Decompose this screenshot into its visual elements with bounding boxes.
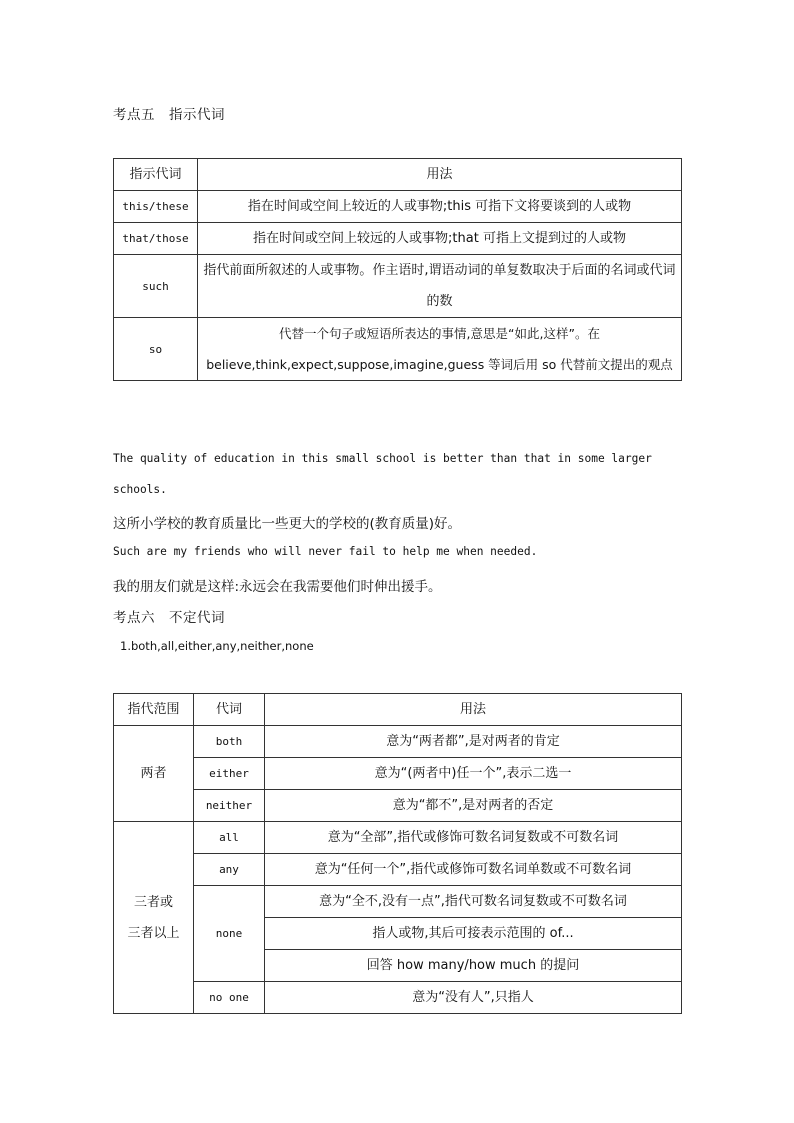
table-row bbox=[114, 318, 682, 381]
table-row bbox=[114, 822, 682, 854]
usage-cell: 回答 how many/how much 的提问 bbox=[265, 950, 682, 982]
usage-cell: 指代前面所叙述的人或事物。作主语时,谓语动词的单复数取决于后面的名词或代词的数 bbox=[198, 255, 682, 318]
table-row bbox=[114, 854, 682, 886]
pronoun-cell: none bbox=[194, 886, 265, 982]
table-row bbox=[114, 726, 682, 758]
range-line: 三者或 bbox=[133, 894, 173, 910]
pronoun-cell: this/these bbox=[114, 191, 198, 223]
pronoun-cell: no one bbox=[194, 982, 265, 1014]
table-row bbox=[114, 223, 682, 255]
example-english-cont: schools. bbox=[113, 483, 167, 496]
range-cell bbox=[114, 822, 194, 1014]
usage-cell: 代替一个句子或短语所表达的事情,意思是“如此,这样”。在 believe,think,expect,suppose,imagine,guess 等词后用 so 代替前文提出的观点 bbox=[198, 318, 682, 381]
usage-cell: 意为“全部”,指代或修饰可数名词复数或不可数名词 bbox=[265, 822, 682, 854]
pronoun-cell: either bbox=[194, 758, 265, 790]
table-row bbox=[114, 255, 682, 318]
table-row bbox=[114, 886, 682, 918]
pronoun-cell: any bbox=[194, 854, 265, 886]
usage-cell: 意为“(两者中)任一个”,表示二选一 bbox=[265, 758, 682, 790]
table-header-row bbox=[114, 159, 682, 191]
indefinite-pronoun-table bbox=[113, 693, 682, 1014]
example-chinese: 我的朋友们就是这样:永远会在我需要他们时伸出援手。 bbox=[113, 579, 442, 595]
range-line: 三者以上 bbox=[127, 925, 180, 941]
header-cell: 代词 bbox=[194, 694, 265, 726]
header-cell: 用法 bbox=[265, 694, 682, 726]
pronoun-cell: all bbox=[194, 822, 265, 854]
pronoun-cell: so bbox=[114, 318, 198, 381]
usage-cell: 意为“没有人”,只指人 bbox=[265, 982, 682, 1014]
header-cell: 指代范围 bbox=[114, 694, 194, 726]
table-header-row bbox=[114, 694, 682, 726]
header-cell: 指示代词 bbox=[114, 159, 198, 191]
usage-cell: 意为“都不”,是对两者的否定 bbox=[265, 790, 682, 822]
pronoun-cell: that/those bbox=[114, 223, 198, 255]
pronoun-cell: neither bbox=[194, 790, 265, 822]
usage-cell: 指在时间或空间上较远的人或事物;that 可指上文提到过的人或物 bbox=[198, 223, 682, 255]
example-english: The quality of education in this small school is better than that in some larger bbox=[113, 452, 652, 465]
table-row bbox=[114, 982, 682, 1014]
demonstrative-pronoun-table bbox=[113, 158, 682, 381]
table-row bbox=[114, 790, 682, 822]
usage-cell: 指在时间或空间上较近的人或事物;this 可指下文将要谈到的人或物 bbox=[198, 191, 682, 223]
section5-heading: 考点五 指示代词 bbox=[113, 107, 225, 123]
table-row bbox=[114, 191, 682, 223]
usage-cell: 指人或物,其后可接表示范围的 of... bbox=[265, 918, 682, 950]
usage-cell: 意为“任何一个”,指代或修饰可数名词单数或不可数名词 bbox=[265, 854, 682, 886]
range-cell: 两者 bbox=[114, 726, 194, 822]
section6-heading: 考点六 不定代词 bbox=[113, 610, 225, 626]
list-item: 1.both,all,either,any,neither,none bbox=[120, 639, 314, 653]
header-cell: 用法 bbox=[198, 159, 682, 191]
table-row bbox=[114, 758, 682, 790]
pronoun-cell: both bbox=[194, 726, 265, 758]
example-english: Such are my friends who will never fail to help me when needed. bbox=[113, 545, 538, 558]
usage-cell: 意为“两者都”,是对两者的肯定 bbox=[265, 726, 682, 758]
pronoun-cell: such bbox=[114, 255, 198, 318]
example-chinese: 这所小学校的教育质量比一些更大的学校的(教育质量)好。 bbox=[113, 516, 462, 532]
usage-cell: 意为“全不,没有一点”,指代可数名词复数或不可数名词 bbox=[265, 886, 682, 918]
